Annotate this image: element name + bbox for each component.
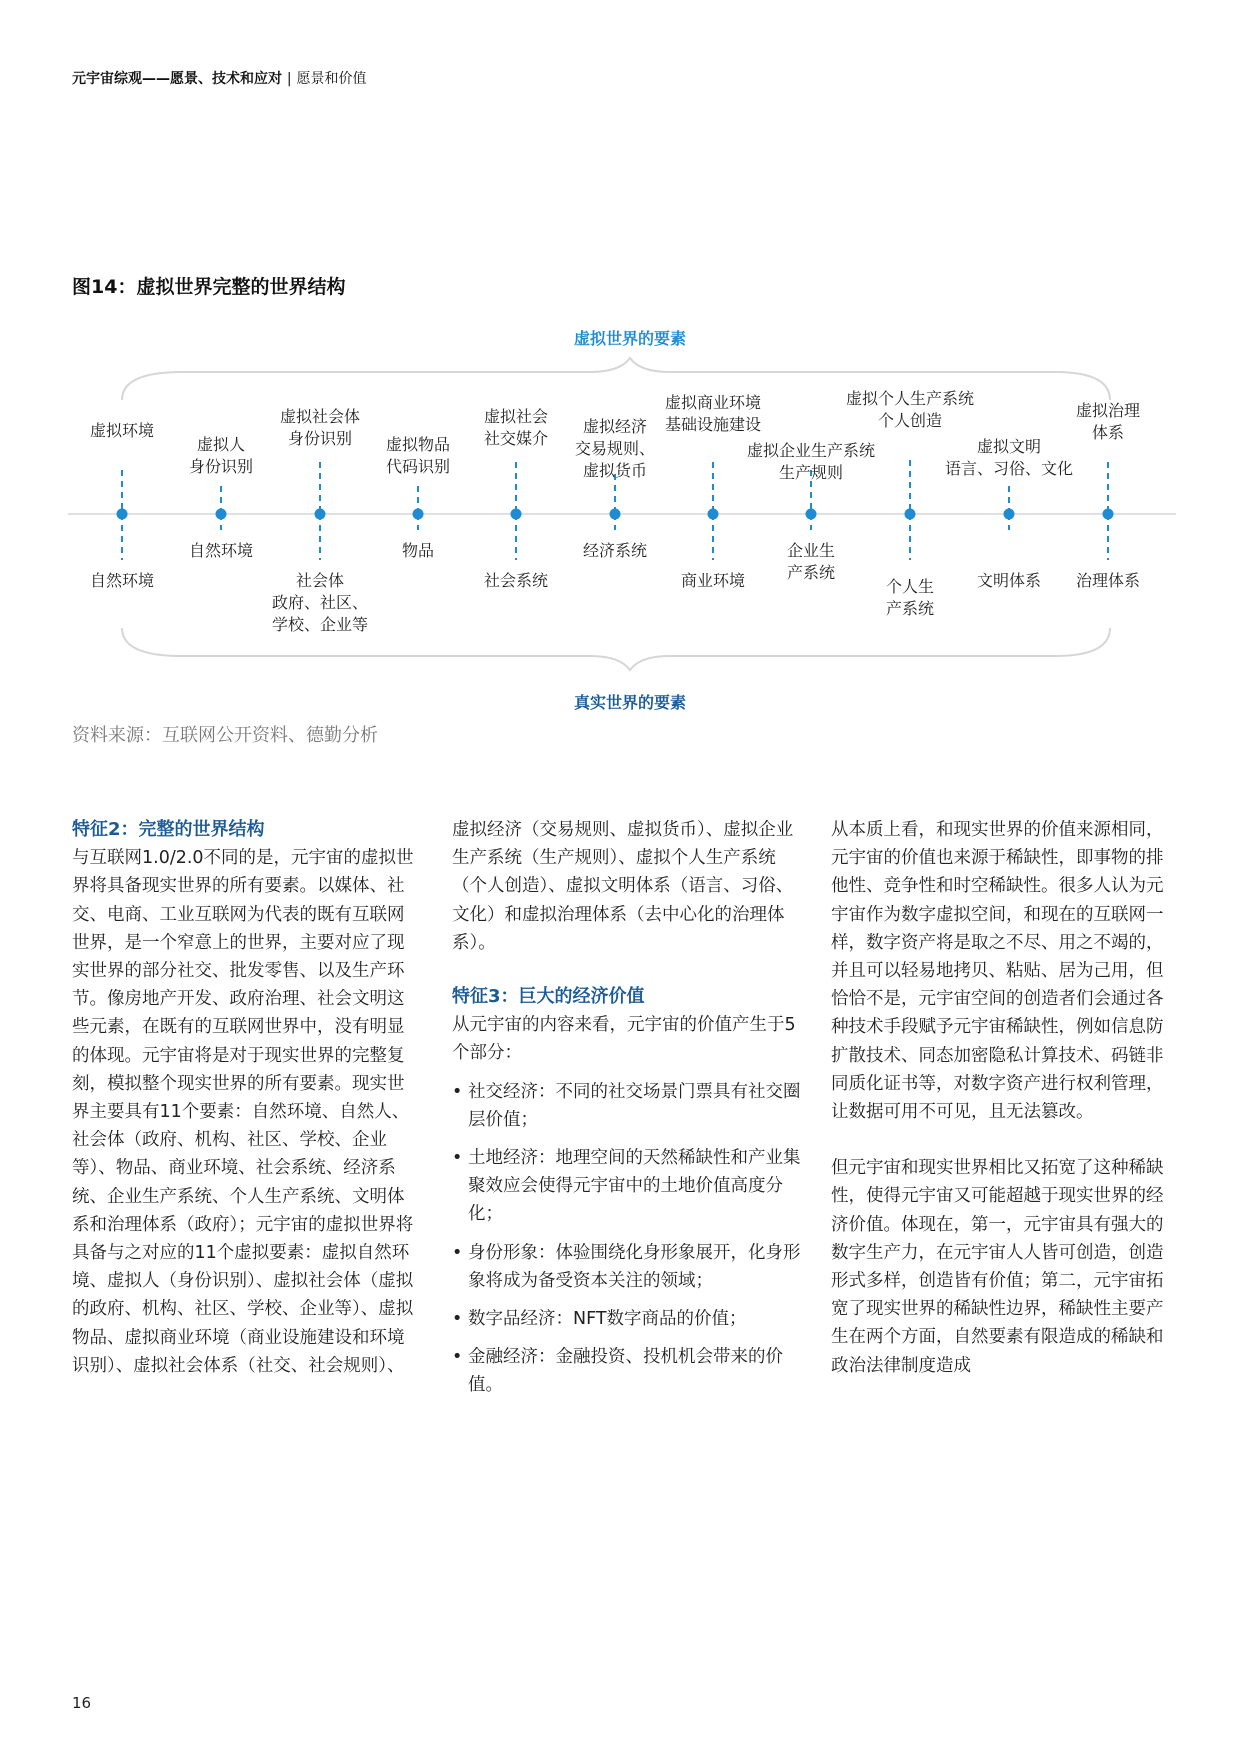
real-element-label [886, 576, 934, 620]
label-line: 身份识别 [188, 457, 254, 476]
feature3-intro: 从元宇宙的内容来看，元宇宙的价值产生于5个部分： [452, 1015, 796, 1064]
label-line: 社会体 [295, 571, 345, 590]
figure-source: 资料来源：互联网公开资料、德勤分析 [72, 725, 378, 746]
real-element-label [583, 540, 647, 562]
figure-title: 图14：虚拟世界完整的世界结构 [72, 276, 346, 298]
bottom-label: 真实世界的要素 [573, 693, 687, 712]
body-column-1 [72, 816, 417, 1380]
label-line: 虚拟治理 [1075, 401, 1141, 420]
label-line: 企业生 [786, 541, 836, 560]
label-line: 学校、企业等 [271, 615, 369, 634]
label-line: 虚拟环境 [89, 421, 155, 440]
label-line: 生产规则 [778, 463, 844, 482]
virtual-element-label [484, 406, 548, 450]
report-title: 元宇宙综观——愿景、技术和应对 [72, 71, 282, 87]
label-line: 虚拟文明 [976, 437, 1042, 456]
label-line: 交易规则、 [574, 439, 656, 458]
label-line: 虚拟商业环境 [664, 393, 762, 412]
label-line: 文明体系 [976, 571, 1042, 590]
node-dot [117, 509, 128, 520]
label-line: 虚拟物品 [385, 435, 451, 454]
label-line: 经济系统 [582, 541, 648, 560]
label-line: 商业环境 [680, 571, 746, 590]
value-extension-paragraph: 但元宇宙和现实世界相比又拓宽了这种稀缺性，使得元宇宙又可能超越于现实世界的经济价值。体现在，第一，元宇宙具有强大的数字生产力，在元宇宙人人皆可创造，创造形式多样，创造皆有价值；第二，元宇宙拓宽了现实世界的稀缺性边界，稀缺性主要产生在两个方面，自然要素有限造成的稀缺和政治法律制度造成 [831, 1158, 1164, 1376]
label-line: 物品 [401, 541, 435, 560]
label-line: 身份识别 [287, 429, 353, 448]
node-dot [905, 509, 916, 520]
virtual-element-label [945, 436, 1073, 480]
value-list [452, 1078, 802, 1400]
virtual-element-label [386, 434, 450, 478]
virtual-element-label [1076, 400, 1140, 444]
scarcity-paragraph: 从本质上看，和现实世界的价值来源相同，元宇宙的价值也来源于稀缺性，即事物的排他性、竞争性和时空稀缺性。很多人认为元宇宙作为数字虚拟空间，和现在的互联网一样，数字资产将是取之不尽、用之不竭的，并且可以轻易地拷贝、粘贴、居为己用，但恰恰不是，元宇宙空间的创造者们会通过各种技术手段赋予元宇宙稀缺性，例如信息防扩散技术、同态加密隐私计算技术、码链非同质化证书等，对数字资产进行权利管理，让数据可用不可见，且无法篡改。 [831, 820, 1164, 1123]
virtual-element-label [747, 440, 875, 484]
real-element-label [402, 540, 434, 562]
list-item: • 金融经济：金融投资、投机机会带来的价值。 [452, 1343, 802, 1399]
node-dot [216, 509, 227, 520]
feature2-heading: 特征2：完整的世界结构 [72, 819, 265, 840]
label-line: 语言、习俗、文化 [944, 459, 1074, 478]
real-element-label [681, 570, 745, 592]
label-line: 社会系统 [483, 571, 549, 590]
real-element-label [484, 570, 548, 592]
label-line: 虚拟社会 [483, 407, 549, 426]
label-line: 虚拟社会体 [279, 407, 361, 426]
node-dot [511, 509, 522, 520]
virtual-element-label [280, 406, 360, 450]
virtual-element-label [665, 392, 761, 436]
virtual-element-label [846, 388, 974, 432]
real-element-label [1076, 570, 1140, 592]
label-line: 自然环境 [89, 571, 155, 590]
label-line: 治理体系 [1075, 571, 1141, 590]
body-column-2 [452, 816, 802, 1410]
node-dot [413, 509, 424, 520]
list-item: • 身份形象：体验围绕化身形象展开，化身形象将成为备受资本关注的领域； [452, 1239, 802, 1295]
body-column-3 [831, 816, 1176, 1380]
node-dot [708, 509, 719, 520]
label-line: 虚拟个人生产系统 [845, 389, 975, 408]
label-line: 政府、社区、 [271, 593, 369, 612]
virtual-element-label [90, 420, 154, 442]
section-name: 愿景和价值 [296, 71, 367, 87]
bottom-brace [122, 628, 1110, 670]
label-line: 体系 [1091, 423, 1125, 442]
label-line: 社交媒介 [483, 429, 549, 448]
label-line: 基础设施建设 [664, 415, 762, 434]
real-element-label [977, 570, 1041, 592]
label-line: 代码识别 [385, 457, 451, 476]
label-line: 虚拟企业生产系统 [746, 441, 876, 460]
top-label: 虚拟世界的要素 [573, 329, 687, 348]
real-element-label [90, 570, 154, 592]
feature2-text: 与互联网1.0/2.0不同的是，元宇宙的虚拟世界将具备现实世界的所有要素。以媒体、社交、电商、工业互联网为代表的既有互联网世界，是一个窄意上的世界，主要对应了现实世界的部分社交、批发零售、以及生产环节。像房地产开发、政府治理、社会文明这些元素，在既有的互联网世界中，没有明显的体现。元宇宙将是对于现实世界的完整复刻，模拟整个现实世界的所有要素。现实世界主要具有11个要素：自然环境、自然人、社会体（政府、机构、社区、学校、企业等）、物品、商业环境、社会系统、经济系统、企业生产系统、个人生产系统、文明体系和治理体系（政府）；元宇宙的虚拟世界将具备与之对应的11个虚拟要素：虚拟自然环境、虚拟人（身份识别）、虚拟社会体（虚拟的政府、机构、社区、学校、企业等）、虚拟物品、虚拟商业环境（商业设施建设和环境识别）、虚拟社会体系（社交、社会规则）、 [72, 848, 414, 1376]
structure-diagram [0, 0, 1241, 720]
label-line: 产系统 [885, 599, 935, 618]
label-line: 虚拟经济 [582, 417, 648, 436]
label-line: 个人创造 [877, 411, 943, 430]
virtual-element-label [189, 434, 253, 478]
node-dot [1004, 509, 1015, 520]
real-element-label [787, 540, 835, 584]
label-line: 自然环境 [188, 541, 254, 560]
label-line: 个人生 [885, 577, 935, 596]
virtual-element-label [575, 416, 655, 482]
list-item: • 数字品经济：NFT数字商品的价值； [452, 1305, 802, 1333]
feature3-heading: 特征3：巨大的经济价值 [452, 986, 645, 1008]
page-number: 16 [72, 1694, 92, 1712]
real-element-label [272, 570, 368, 636]
node-dot [315, 509, 326, 520]
real-element-label [189, 540, 253, 562]
header-separator: | [286, 71, 292, 87]
node-dot [610, 509, 621, 520]
list-item: • 社交经济：不同的社交场景门票具有社交圈层价值； [452, 1078, 802, 1134]
node-dot [1103, 509, 1114, 520]
label-line: 虚拟人 [196, 435, 246, 454]
label-line: 产系统 [786, 563, 836, 582]
feature2-continued: 虚拟经济（交易规则、虚拟货币）、虚拟企业生产系统（生产规则）、虚拟个人生产系统（个人创造）、虚拟文明体系（语言、习俗、文化）和虚拟治理体系（去中心化的治理体系）。 [452, 820, 794, 953]
label-line: 虚拟货币 [582, 461, 648, 480]
node-dot [806, 509, 817, 520]
list-item: • 土地经济：地理空间的天然稀缺性和产业集聚效应会使得元宇宙中的土地价值高度分化； [452, 1144, 802, 1229]
